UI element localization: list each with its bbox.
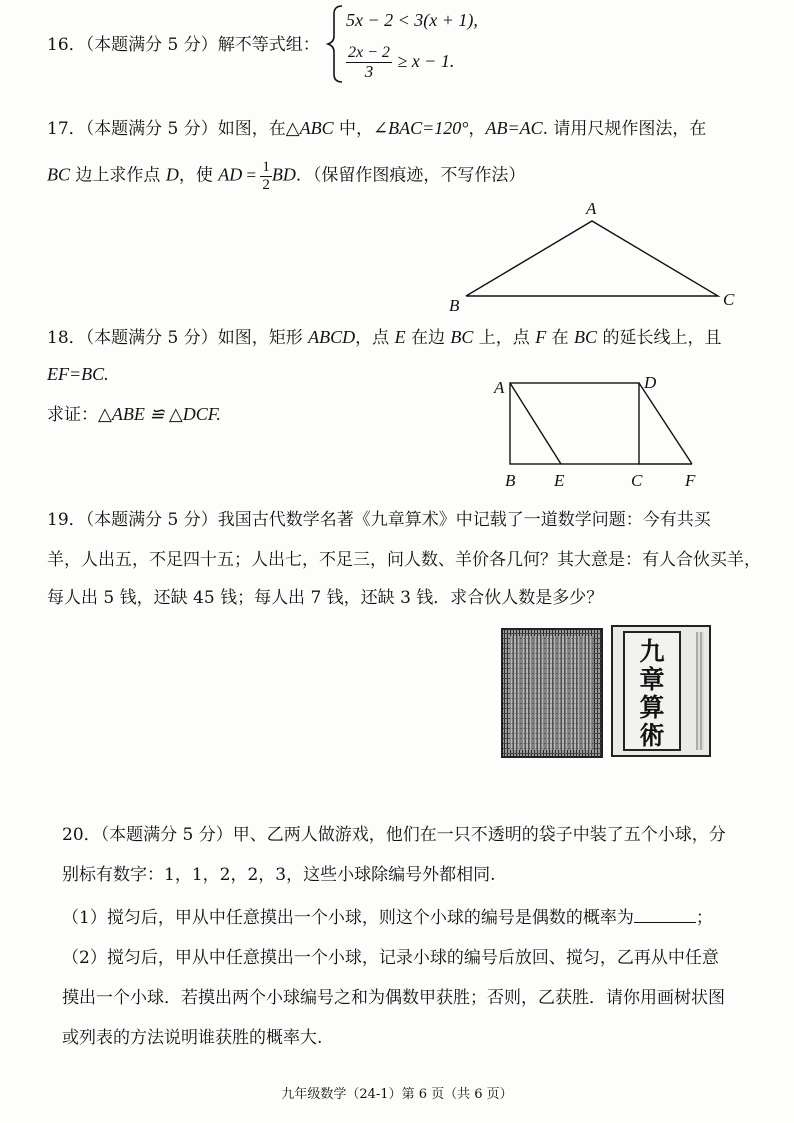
book-title-char-4: 術	[639, 721, 665, 750]
q18-label-c: C	[631, 471, 643, 490]
book-title-char-2: 章	[639, 665, 665, 694]
q16-inequality-1: 5x − 2 < 3(x + 1),	[346, 10, 478, 30]
q17-text-4: . 请用尺规作图法，在	[542, 119, 707, 139]
q17-triangle: △ABC	[285, 118, 334, 138]
q18-text-1: 18．（本题满分 5 分）如图，矩形	[47, 328, 309, 348]
book-title-char-1: 九	[639, 637, 665, 666]
q20-line-6: 或列表的方法说明谁获胜的概率大.	[62, 1028, 323, 1048]
q18-abcd: ABCD	[308, 327, 356, 347]
q18-label-d: D	[644, 373, 657, 392]
q16-denominator: 3	[364, 61, 374, 81]
q18-text-4: 上，点	[473, 328, 536, 348]
q17-bc: BC	[47, 164, 71, 185]
q18-text-6: 的延长线上，且	[597, 328, 722, 348]
q20-line-5: 摸出一个小球．若摸出两个小球编号之和为偶数甲获胜；否则，乙获胜．请你用画树状图	[62, 988, 725, 1008]
q20-part1-text: （1）搅匀后，甲从中任意摸出一个小球，则这个小球的编号是偶数的概率为	[62, 908, 634, 928]
q17-equal-sides: AB=AC	[485, 118, 543, 138]
q20-part1-end: ；	[695, 908, 713, 928]
q17-denominator: 2	[262, 176, 270, 193]
q18-bc: BC	[450, 327, 474, 347]
q18-label-a: A	[494, 378, 505, 397]
q19-line-2: 羊，人出五，不足四十五；人出七，不足三，问人数、羊价各几何？其大意是：有人合伙买羊，	[47, 550, 761, 570]
q18-text-5: 在	[546, 328, 575, 348]
page-footer: 九年级数学（24-1）第 6 页（共 6 页）	[281, 1087, 513, 1102]
q18-label-b: B	[505, 471, 516, 490]
q17-label-c: C	[723, 290, 735, 309]
q20-line-3	[62, 908, 713, 927]
q18-bc-2: BC	[574, 327, 598, 347]
q18-line-2: EF=BC.	[47, 364, 109, 384]
q20-line-1: 20．（本题满分 5 分）甲、乙两人做游戏，他们在一只不透明的袋子中装了五个小球，分	[62, 825, 726, 845]
q18-text-3: 在边	[405, 328, 451, 348]
q18-label-e: E	[554, 471, 565, 490]
q16-numerator: 2x − 2	[348, 44, 390, 61]
q19-line-3: 每人出 5 钱，还缺 45 钱；每人出 7 钱，还缺 3 钱．求合伙人数是多少？	[47, 588, 604, 608]
q17-d: D	[165, 164, 179, 185]
q16-inequality-2-rest: ≥ x − 1.	[397, 51, 455, 72]
q18-text-2: ，点	[355, 328, 395, 348]
q18-label-f: F	[685, 471, 696, 490]
q17-numerator: 1	[262, 159, 270, 175]
book-left-page	[502, 629, 602, 757]
q18-prove-label: 求证：	[47, 405, 98, 425]
q17-bd: BD	[271, 164, 296, 185]
q18-f: F	[535, 327, 547, 347]
q17-equals: =	[242, 165, 261, 185]
q17-text-5: 边上求作点	[70, 165, 166, 186]
q17-label-b: B	[449, 296, 460, 315]
q18-e: E	[394, 327, 406, 347]
q17-angle: ∠BAC=120°	[373, 118, 469, 138]
q18-congruence: △ABE ≌ △DCF.	[98, 404, 221, 424]
q19-line-1: 19．（本题满分 5 分）我国古代数学名著《九章算术》中记载了一道数学问题：今有共买	[47, 510, 711, 530]
q17-text-7: ．（保留作图痕迹，不写作法）	[295, 165, 526, 186]
q17-text-3: ，	[468, 119, 486, 139]
q17-ad: AD	[218, 164, 243, 185]
q20-line-2: 别标有数字：1，1，2，2，3，这些小球除编号外都相同.	[62, 865, 496, 885]
q16-prefix: 16．（本题满分 5 分）解不等式组：	[47, 35, 320, 55]
q20-line-4: （2）搅匀后，甲从中任意摸出一个小球，记录小球的编号后放回、搅匀，乙再从中任意	[62, 948, 719, 968]
q17-text-2: 中，	[333, 119, 374, 139]
q17-label-a: A	[586, 199, 597, 218]
q17-text-6: ，使	[178, 165, 219, 186]
q17-text-1: 17．（本题满分 5 分）如图，在	[47, 119, 286, 139]
book-title-char-3: 算	[639, 693, 665, 722]
q20-answer-blank[interactable]	[634, 908, 696, 923]
